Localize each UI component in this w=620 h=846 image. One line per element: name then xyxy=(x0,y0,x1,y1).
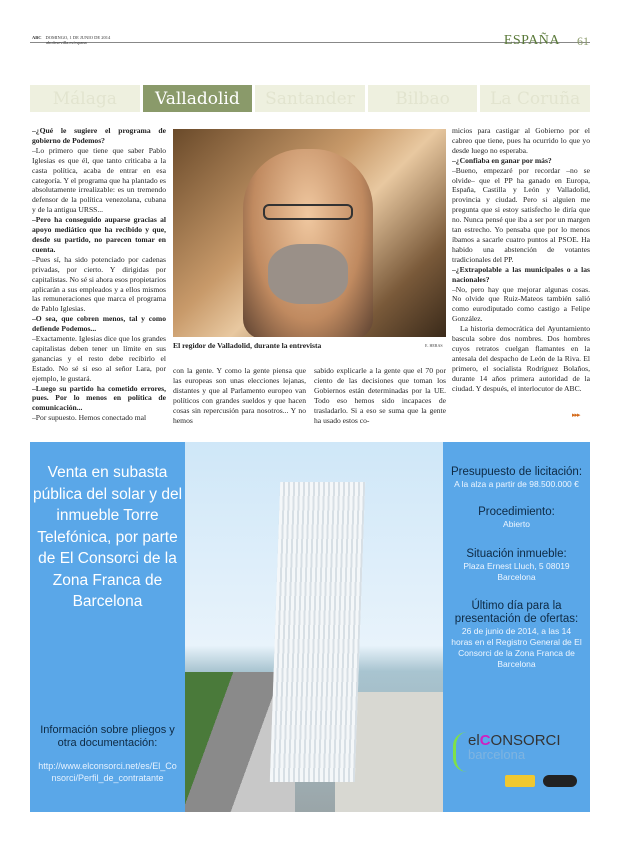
portrait xyxy=(243,149,373,337)
ad-left-panel xyxy=(30,442,185,812)
tower-image xyxy=(185,442,443,812)
city-nav xyxy=(30,85,590,112)
ad-title: Venta en subasta pública del solar y del inmueble Torre Telefónica, por parte de El Consorci de la Zona Franca de Barcelona xyxy=(32,464,183,610)
government-seal-icon xyxy=(505,775,535,787)
consorci-logo: elCONSORCI barcelona xyxy=(453,732,583,772)
article-column-4 xyxy=(452,126,590,396)
article-paragraph: –Lo primero que tiene que saber Pablo Iglesias es que él, que tanto criticaba a la casta política, acaba de entrar en esa categoría. Y el programa que ha plantado es absolutamente irrealizable: es un tremendo defensor de la política venezolana, cubana y de la antigua URSS... xyxy=(32,145,166,215)
site: abcdesevilla.es/espana xyxy=(46,40,87,45)
procedure-value: Abierto xyxy=(503,519,530,529)
continue-arrows-icon: ▸▸▸ xyxy=(572,411,580,419)
section-title: ESPAÑA xyxy=(503,33,560,48)
photo-caption: El regidor de Valladolid, durante la entrevista xyxy=(173,341,322,350)
article-column-2: con la gente. Y como la gente piensa que las europeas son unas elecciones lejanas, distantes y que al Parlamento europeo van políticos con grandes sueldos y que hacen cosas sin repercusión para nosotros... Y no hemos xyxy=(173,366,306,425)
procedure-label: Procedimiento: xyxy=(478,506,555,518)
ad-url: http://www.elconsorci.net/es/El_Consorci/Perfil_de_contratante xyxy=(38,761,177,783)
city-seal-icon xyxy=(543,775,577,787)
article-paragraph: –No, pero hay que mejorar algunas cosas. No olvide que Ruiz-Mateos también salió como eurodiputado como castigo a Felipe González. xyxy=(452,284,590,324)
photo-credit: E. HERAS xyxy=(425,343,443,348)
tab-bilbao: Bilbao xyxy=(368,85,478,112)
location-value: Plaza Ernest Lluch, 5 08019 Barcelona xyxy=(463,561,570,582)
budget-label: Presupuesto de licitación: xyxy=(450,466,583,478)
interview-question: –Luego su partido ha cometido errores, pues. Por lo menos en política de comunicación... xyxy=(32,383,166,413)
tab-valladolid: Valladolid xyxy=(143,85,253,112)
tab-santander: Santander xyxy=(255,85,365,112)
interview-question: –¿Confiaba en ganar por más? xyxy=(452,155,552,165)
article-paragraph: –Pues sí, ha sido potenciado por cadenas privadas, por cierto. Y dirigidas por capitalistas. No sé si ahora esos propietarios aplicarán a sus empleados y a ellos mismos las remuneraciones que marca el programa de Pablo Iglesias. xyxy=(32,254,166,314)
interview-question: –Pero ha conseguido auparse gracias al apoyo mediático que ha recibido y que, desde su partido, no parecen tomar en cuenta. xyxy=(32,215,166,254)
article-paragraph: –Bueno, empezaré por recordar –no se olvide– que el PP ha ganado en Europa, España, Castilla y León y Valladolid, provincia y ciudad. Pero si alguien me pregunta que si estoy satisfecho le diría que no. Nunca pensé que iba a ser por un margen tan estrecho. Yo pensaba que por lo menos íbamos a sacarle cuatro puntos al PSOE. Ha habido una abstención de votantes tradicionales del PP. xyxy=(452,165,590,264)
article-column-1 xyxy=(32,126,166,424)
advertisement xyxy=(30,442,590,812)
deadline-label: Último día para la presentación de ofertas: xyxy=(454,600,579,625)
ad-info-label: Información sobre pliegos y otra documentación: xyxy=(40,724,175,749)
location-label: Situación inmueble: xyxy=(466,548,567,560)
article-paragraph: –Por supuesto. Hemos conectado mal xyxy=(32,413,147,423)
brand: ABC xyxy=(32,35,42,40)
deadline-value: 26 de junio de 2014, a las 14 horas en el Registro General de El Consorci de la Zona Franca de Barcelona xyxy=(451,626,582,669)
article-column-3: sabido explicarle a la gente que el 70 por ciento de las decisiones que toman los Gobiernos están determinadas por la UE. Todo eso hemos sido incapaces de trasladarlo. Si a eso se suma que la gente ha usado estos co- xyxy=(314,366,446,425)
page-number: 61 xyxy=(577,34,589,48)
beard xyxy=(268,244,348,304)
tab-la-coruna: La Coruña xyxy=(480,85,590,112)
date: DOMINGO, 1 DE JUNIO DE 2014 xyxy=(45,35,111,40)
interview-question: –O sea, que cobren menos, tal y como defiende Podemos... xyxy=(32,314,166,334)
tab-malaga: Málaga xyxy=(30,85,140,112)
article-paragraph: micios para castigar al Gobierno por el cabreo que tiene, pues ha ocurrido lo que yo desde luego no esperaba. xyxy=(452,126,590,155)
tower xyxy=(270,482,365,782)
interview-photo xyxy=(173,129,446,337)
glasses xyxy=(263,204,353,220)
interview-question: –¿Extrapolable a las municipales o a las nacionales? xyxy=(452,264,590,284)
interview-question: –¿Qué le sugiere el programa de gobierno de Podemos? xyxy=(32,126,166,145)
ad-right-panel xyxy=(443,442,590,812)
header-dateline xyxy=(32,35,110,45)
budget-value: A la alza a partir de 98.500.000 € xyxy=(454,479,579,489)
article-paragraph: La historia democrática del Ayuntamiento bascula sobre dos nombres. Dos hombres cuyos retratos cuelgan flamantes en la antesala del despacho de León de la Riva. El primero, el socialista Rodríguez Bolaños, durante 14 años primera autoridad de la ciudad. Y después, el interlocutor de ABC. xyxy=(452,324,590,393)
article-paragraph: –Exactamente. Iglesias dice que los grandes capitalistas deben tener un límite en sus ganancias y el resto debe recibirlo el Estado. No sé si eso al señor Lara, por ejemplo, le gustará. xyxy=(32,334,166,383)
